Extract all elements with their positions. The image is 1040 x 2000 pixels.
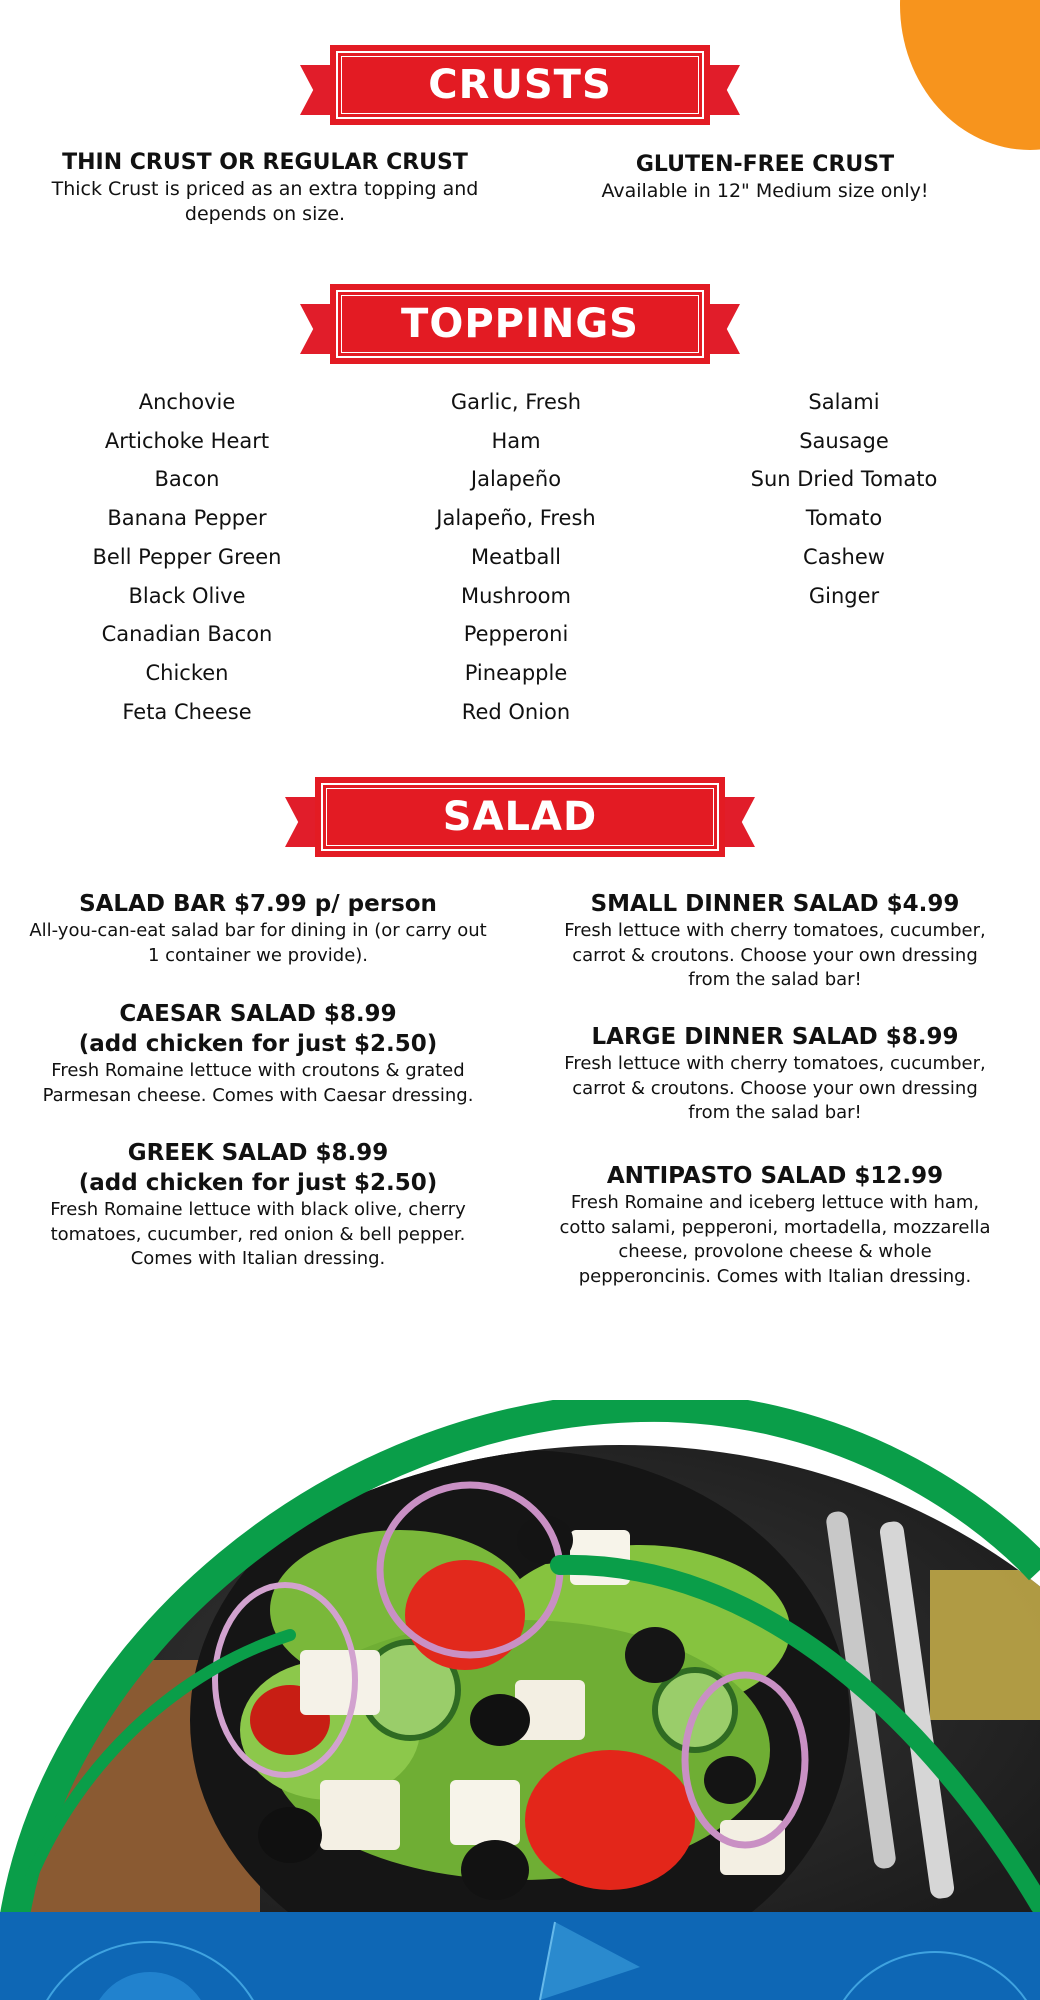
salad-banner	[285, 777, 755, 867]
crust-description: Available in 12" Medium size only!	[601, 180, 929, 202]
salad-name-price: SMALL DINNER SALAD $4.99	[590, 891, 960, 917]
salad-name-price: LARGE DINNER SALAD $8.99	[591, 1024, 959, 1050]
salad-description: Fresh lettuce with cherry tomatoes, cucumber, carrot & croutons. Choose your own dressing from the salad bar!	[564, 1053, 986, 1123]
toppings-column-1	[37, 383, 337, 731]
crust-name: THIN CRUST OR REGULAR CRUST	[62, 150, 468, 175]
topping-item: Red Onion	[461, 699, 571, 724]
crust-item-gluten-free	[560, 152, 970, 204]
topping-item: Sausage	[799, 428, 889, 453]
crusts-title: CRUSTS	[428, 62, 612, 108]
orange-corner-decoration	[900, 0, 1040, 150]
topping-item: Pepperoni	[463, 622, 569, 647]
crust-item-thin-regular	[40, 150, 490, 227]
topping-item: Salami	[808, 390, 880, 414]
topping-item: Bacon	[154, 467, 220, 492]
topping-item: Cashew	[803, 544, 885, 569]
topping-item: Black Olive	[128, 583, 246, 608]
salad-description: All-you-can-eat salad bar for dining in (or carry out 1 container we provide).	[29, 920, 487, 966]
topping-item: Sun Dried Tomato	[750, 467, 938, 492]
salad-name-price: ANTIPASTO SALAD $12.99	[606, 1163, 944, 1189]
salad-description: Fresh lettuce with cherry tomatoes, cucumber, carrot & croutons. Choose your own dressing from the salad bar!	[564, 920, 986, 990]
toppings-banner	[300, 284, 740, 374]
salad-description: Fresh Romaine lettuce with croutons & grated Parmesan cheese. Comes with Caesar dressing.	[42, 1060, 474, 1106]
toppings-column-2	[366, 383, 666, 731]
topping-item: Canadian Bacon	[101, 622, 273, 647]
salad-addon: (add chicken for just $2.50)	[78, 1031, 438, 1057]
topping-item: Meatball	[470, 544, 561, 569]
crust-description: Thick Crust is priced as an extra topping and depends on size.	[51, 178, 479, 225]
salad-photo-illustration	[0, 1400, 1040, 1915]
toppings-column-3	[694, 383, 994, 615]
salad-name-price: CAESAR SALAD $8.99	[119, 1001, 397, 1027]
salad-photo	[0, 1400, 1040, 1915]
topping-item: Jalapeño	[470, 467, 562, 492]
topping-item: Garlic, Fresh	[450, 390, 582, 414]
topping-item: Bell Pepper Green	[92, 544, 282, 569]
salad-description: Fresh Romaine lettuce with black olive, cherry tomatoes, cucumber, red onion & bell pepper. Comes with Italian dressing.	[50, 1199, 466, 1269]
topping-item: Feta Cheese	[122, 699, 252, 724]
toppings-title: TOPPINGS	[401, 301, 639, 347]
topping-item: Chicken	[145, 660, 229, 685]
salad-item-small-dinner	[555, 889, 995, 993]
crusts-banner	[300, 45, 740, 135]
salad-item-salad-bar	[28, 889, 488, 968]
topping-item: Mushroom	[460, 583, 571, 608]
topping-item: Ham	[491, 428, 541, 453]
salad-title: SALAD	[442, 794, 598, 840]
crust-name: GLUTEN-FREE CRUST	[635, 152, 895, 177]
topping-item: Tomato	[805, 506, 883, 531]
salad-item-large-dinner	[555, 1022, 995, 1126]
salad-name-price: GREEK SALAD $8.99	[127, 1140, 389, 1166]
topping-item: Jalapeño, Fresh	[436, 506, 596, 531]
topping-item: Banana Pepper	[107, 506, 267, 531]
salad-description: Fresh Romaine and iceberg lettuce with ham, cotto salami, pepperoni, mortadella, mozzarella cheese, provolone cheese & whole pepperoncinis. Comes with Italian dressing.	[559, 1192, 991, 1287]
salad-name-price: SALAD BAR $7.99 p/ person	[79, 891, 437, 917]
topping-item: Artichoke Heart	[104, 428, 270, 453]
salad-addon: (add chicken for just $2.50)	[78, 1170, 438, 1196]
topping-item: Ginger	[808, 583, 880, 608]
topping-item: Pineapple	[464, 660, 568, 685]
salad-item-antipasto	[555, 1161, 995, 1289]
topping-item: Anchovie	[138, 390, 236, 414]
salad-item-caesar	[28, 999, 488, 1108]
footer-band	[0, 1912, 1040, 2000]
footer-decoration-icon	[0, 1912, 1040, 2000]
salad-item-greek	[28, 1138, 488, 1272]
